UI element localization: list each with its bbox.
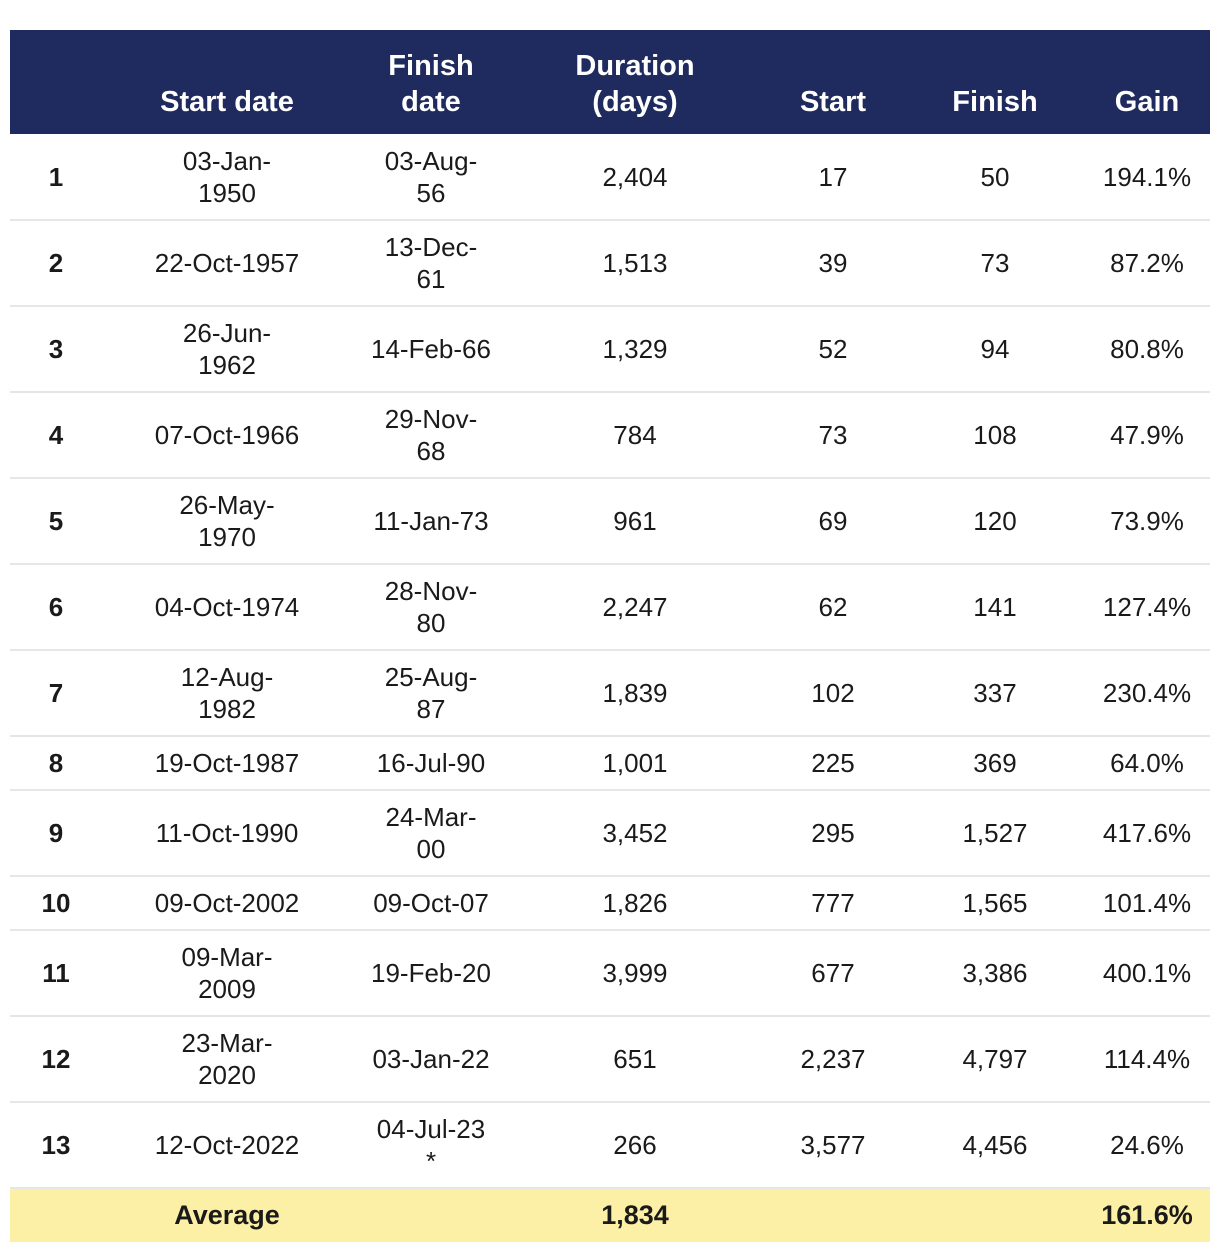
table-row <box>10 876 1210 930</box>
start-value-cell: 677 <box>760 930 906 1016</box>
row-num-cell: 13 <box>10 1102 102 1188</box>
start-value-cell: 295 <box>760 790 906 876</box>
cell-line: 24-Mar- <box>385 802 477 832</box>
cell-line: 12-Oct-2022 <box>154 1130 300 1160</box>
cell-line: 26-Jun- <box>182 318 272 348</box>
duration-cell: 266 <box>510 1102 760 1188</box>
header-line: Duration <box>575 50 695 82</box>
finish-date-cell <box>352 736 510 790</box>
average-gain: 161.6% <box>1084 1188 1210 1242</box>
finish-value-cell: 73 <box>906 220 1084 306</box>
cell-line: 22-Oct-1957 <box>154 248 300 278</box>
gain-cell: 194.1% <box>1084 134 1210 220</box>
average-finish-cell <box>906 1188 1084 1242</box>
table-container <box>10 30 1210 1242</box>
finish-date-cell <box>352 650 510 736</box>
finish-date-cell <box>352 306 510 392</box>
cell-line: 1982 <box>198 694 256 724</box>
duration-cell: 784 <box>510 392 760 478</box>
duration-cell: 2,404 <box>510 134 760 220</box>
finish-value-cell: 94 <box>906 306 1084 392</box>
table-row <box>10 790 1210 876</box>
header-start-date <box>102 30 352 134</box>
cell-line: 68 <box>416 436 446 466</box>
duration-cell: 1,329 <box>510 306 760 392</box>
duration-cell: 1,839 <box>510 650 760 736</box>
start-date-cell <box>102 1102 352 1188</box>
cell-line: 00 <box>416 834 446 864</box>
duration-cell: 961 <box>510 478 760 564</box>
gain-cell: 400.1% <box>1084 930 1210 1016</box>
cell-line: 29-Nov- <box>384 404 478 434</box>
cell-line: 1970 <box>198 522 256 552</box>
average-num-cell <box>10 1188 102 1242</box>
start-date-cell <box>102 392 352 478</box>
cell-line: 04-Oct-1974 <box>154 592 300 622</box>
cell-line: 09-Oct-07 <box>373 888 489 918</box>
header-line: date <box>401 86 461 118</box>
cell-line: 2009 <box>198 974 256 1004</box>
cell-line: 11-Oct-1990 <box>155 818 299 848</box>
cell-line: 14-Feb-66 <box>371 334 491 364</box>
cell-line: 28-Nov- <box>384 576 478 606</box>
table-row <box>10 930 1210 1016</box>
start-date-cell <box>102 736 352 790</box>
average-start-cell <box>760 1188 906 1242</box>
average-duration: 1,834 <box>510 1188 760 1242</box>
table-row <box>10 134 1210 220</box>
cell-line: 1962 <box>198 350 256 380</box>
cell-line: 80 <box>416 608 446 638</box>
duration-cell: 1,001 <box>510 736 760 790</box>
finish-date-cell <box>352 564 510 650</box>
header-line: Finish <box>952 86 1038 118</box>
cell-line: 25-Aug- <box>384 662 478 692</box>
cell-line: 03-Aug- <box>384 145 478 176</box>
start-date-cell <box>102 876 352 930</box>
start-value-cell: 62 <box>760 564 906 650</box>
finish-date-cell <box>352 134 510 220</box>
finish-value-cell: 108 <box>906 392 1084 478</box>
finish-date-cell <box>352 392 510 478</box>
cell-line: 09-Oct-2002 <box>154 888 300 918</box>
cell-line: 2020 <box>198 1060 256 1090</box>
header-row <box>10 30 1210 134</box>
header-duration <box>510 30 760 134</box>
header-finish <box>906 30 1084 134</box>
start-date-cell <box>102 564 352 650</box>
duration-cell: 3,999 <box>510 930 760 1016</box>
finish-date-cell <box>352 478 510 564</box>
start-date-cell <box>102 134 352 220</box>
start-date-cell <box>102 220 352 306</box>
cell-line: 03-Jan- <box>182 145 272 176</box>
table-row <box>10 220 1210 306</box>
start-value-cell: 225 <box>760 736 906 790</box>
header-line: Gain <box>1114 86 1180 118</box>
row-num-cell: 10 <box>10 876 102 930</box>
table-body <box>10 134 1210 1188</box>
table-header <box>10 30 1210 134</box>
cell-line: 16-Jul-90 <box>376 748 486 778</box>
gain-cell: 127.4% <box>1084 564 1210 650</box>
header-start <box>760 30 906 134</box>
start-value-cell: 2,237 <box>760 1016 906 1102</box>
table-row <box>10 564 1210 650</box>
finish-value-cell: 50 <box>906 134 1084 220</box>
row-num-cell: 2 <box>10 220 102 306</box>
cell-line: 56 <box>416 177 446 208</box>
duration-cell: 651 <box>510 1016 760 1102</box>
table-row <box>10 736 1210 790</box>
duration-cell: 2,247 <box>510 564 760 650</box>
finish-value-cell: 337 <box>906 650 1084 736</box>
finish-date-cell <box>352 930 510 1016</box>
gain-cell: 80.8% <box>1084 306 1210 392</box>
start-date-cell <box>102 306 352 392</box>
start-value-cell: 102 <box>760 650 906 736</box>
start-value-cell: 73 <box>760 392 906 478</box>
header-gain <box>1084 30 1210 134</box>
start-value-cell: 17 <box>760 134 906 220</box>
start-date-cell <box>102 1016 352 1102</box>
gain-cell: 230.4% <box>1084 650 1210 736</box>
start-value-cell: 69 <box>760 478 906 564</box>
cell-line: 19-Oct-1987 <box>154 748 300 778</box>
row-num-cell: 3 <box>10 306 102 392</box>
header-line: Finish <box>388 50 474 82</box>
finish-value-cell: 369 <box>906 736 1084 790</box>
row-num-cell: 9 <box>10 790 102 876</box>
finish-value-cell: 4,456 <box>906 1102 1084 1188</box>
table-row <box>10 1102 1210 1188</box>
gain-cell: 73.9% <box>1084 478 1210 564</box>
cell-line: 07-Oct-1966 <box>154 420 300 450</box>
header-line: Start <box>799 86 867 118</box>
finish-value-cell: 1,565 <box>906 876 1084 930</box>
gain-cell: 417.6% <box>1084 790 1210 876</box>
finish-value-cell: 141 <box>906 564 1084 650</box>
cell-line: 1950 <box>198 177 256 208</box>
table-row <box>10 478 1210 564</box>
duration-cell: 1,513 <box>510 220 760 306</box>
start-date-cell <box>102 478 352 564</box>
cell-line: 13-Dec- <box>384 232 478 262</box>
row-num-cell: 4 <box>10 392 102 478</box>
cell-line: 12-Aug- <box>180 662 274 692</box>
cell-line: 26-May- <box>179 490 275 520</box>
cell-line: 87 <box>416 694 446 724</box>
duration-cell: 1,826 <box>510 876 760 930</box>
row-num-cell: 8 <box>10 736 102 790</box>
row-num-cell: 5 <box>10 478 102 564</box>
cell-line: 03-Jan-22 <box>372 1044 490 1074</box>
gain-cell: 101.4% <box>1084 876 1210 930</box>
start-value-cell: 52 <box>760 306 906 392</box>
header-num <box>10 30 102 134</box>
start-value-cell: 777 <box>760 876 906 930</box>
finish-date-cell <box>352 220 510 306</box>
finish-date-cell <box>352 1102 510 1188</box>
finish-date-cell <box>352 876 510 930</box>
header-finish-date <box>352 30 510 134</box>
cell-line: * <box>425 1146 437 1176</box>
start-date-cell <box>102 790 352 876</box>
row-num-cell: 6 <box>10 564 102 650</box>
finish-value-cell: 1,527 <box>906 790 1084 876</box>
row-num-cell: 7 <box>10 650 102 736</box>
bull-market-table <box>10 30 1210 1242</box>
start-value-cell: 39 <box>760 220 906 306</box>
table-row <box>10 306 1210 392</box>
finish-value-cell: 120 <box>906 478 1084 564</box>
table-row <box>10 392 1210 478</box>
gain-cell: 64.0% <box>1084 736 1210 790</box>
gain-cell: 24.6% <box>1084 1102 1210 1188</box>
average-row <box>10 1188 1210 1242</box>
row-num-cell: 1 <box>10 134 102 220</box>
row-num-cell: 11 <box>10 930 102 1016</box>
average-label: Average <box>102 1188 352 1242</box>
cell-line: 19-Feb-20 <box>371 958 491 988</box>
cell-line: 23-Mar- <box>181 1028 273 1058</box>
finish-date-cell <box>352 1016 510 1102</box>
cell-line: 04-Jul-23 <box>376 1114 486 1144</box>
row-num-cell: 12 <box>10 1016 102 1102</box>
table-footer <box>10 1188 1210 1242</box>
start-date-cell <box>102 650 352 736</box>
start-date-cell <box>102 930 352 1016</box>
cell-line: 11-Jan-73 <box>373 506 489 536</box>
finish-date-cell <box>352 790 510 876</box>
table-row <box>10 1016 1210 1102</box>
finish-value-cell: 4,797 <box>906 1016 1084 1102</box>
cell-line: 61 <box>416 264 446 294</box>
header-line: (days) <box>592 86 678 118</box>
gain-cell: 87.2% <box>1084 220 1210 306</box>
duration-cell: 3,452 <box>510 790 760 876</box>
start-value-cell: 3,577 <box>760 1102 906 1188</box>
cell-line: 09-Mar- <box>181 942 273 972</box>
table-row <box>10 650 1210 736</box>
gain-cell: 47.9% <box>1084 392 1210 478</box>
gain-cell: 114.4% <box>1084 1016 1210 1102</box>
finish-value-cell: 3,386 <box>906 930 1084 1016</box>
header-line: Start date <box>160 86 294 118</box>
average-finish-date-cell <box>352 1188 510 1242</box>
